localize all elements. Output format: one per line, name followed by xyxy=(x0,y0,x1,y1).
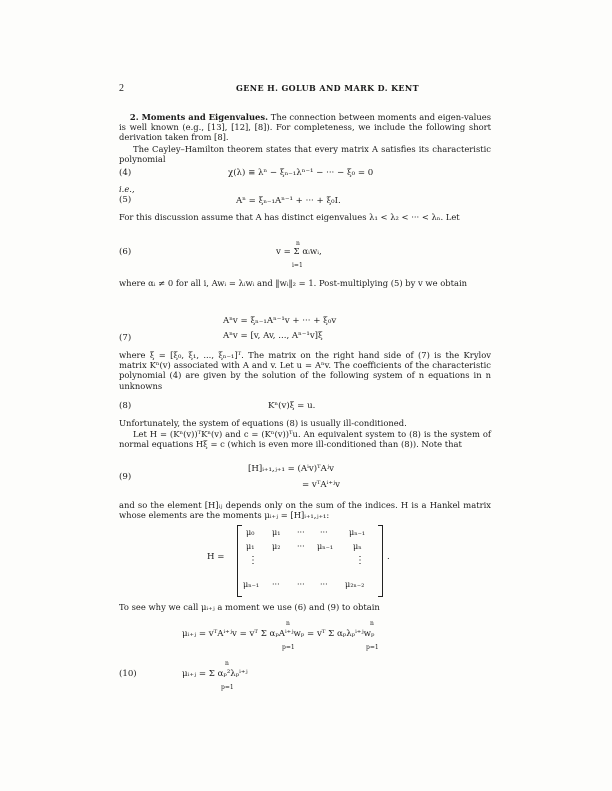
unfortunately-text: Unfortunately, the system of equations (8) is usually ill-conditioned. xyxy=(119,418,407,428)
matrix-period: . xyxy=(387,552,390,562)
cayley-text: The Cayley–Hamilton theorem states that every matrix A satisfies its characteristic polynomial xyxy=(119,144,491,165)
section-intro xyxy=(119,112,491,143)
matrix-cell: ··· xyxy=(272,580,280,589)
eq10-sum1-bottom: p=1 xyxy=(282,644,295,651)
eq10a: μᵢ₊ⱼ = vᵀAⁱ⁺ʲv = vᵀ Σ αₚAⁱ⁺ʲwₚ = vᵀ Σ αₚλₚⁱ⁺ʲwₚ xyxy=(182,629,375,639)
eq6-tag: (6) xyxy=(119,247,132,257)
matrix-cell: ··· xyxy=(297,580,305,589)
matrix-cell: ⋮ xyxy=(248,555,258,566)
matrix-cell: ⋮ xyxy=(355,555,365,566)
eq10-sum2-top: n xyxy=(370,620,374,627)
hankel-text: and so the element [H]ᵢⱼ depends only on the sum of the indices. H is a Hankel matrix whose elements are the moments μᵢ₊ⱼ = [H]ᵢ₊₁,ⱼ₊₁: xyxy=(119,500,491,521)
hankel-lhs: H = xyxy=(207,552,225,562)
intro-text: The connection between moments and eigen-values is well known (e.g., [13], [12], [8]). For completeness, we include the following short derivation taken from [8]. xyxy=(119,112,492,143)
see-why-text: To see why we call μᵢ₊ⱼ a moment we use (6) and (9) to obtain xyxy=(119,602,380,612)
eq6-sum-top: n xyxy=(296,240,300,247)
hankel-matrix xyxy=(237,525,383,597)
eq10b-sum-bottom: p=1 xyxy=(221,684,234,691)
matrix-left-bracket xyxy=(237,525,242,597)
eq10-tag: (10) xyxy=(119,669,137,679)
eq9a: [H]ᵢ₊₁,ⱼ₊₁ = (Aⁱv)ᵀAʲv xyxy=(248,464,334,474)
matrix-cell: μ₂ xyxy=(272,542,281,551)
eq5-tag: (5) xyxy=(119,195,132,205)
matrix-cell: ··· xyxy=(297,528,305,537)
eq6: v = Σ αᵢwᵢ, xyxy=(276,247,322,257)
where1-text: where αᵢ ≠ 0 for all i, Awᵢ = λᵢwᵢ and ‖wᵢ‖₂ = 1. Post-multiplying (5) by v we obtain xyxy=(119,278,468,288)
page-number: 2 xyxy=(119,83,124,94)
matrix-cell: ··· xyxy=(297,542,305,551)
eq4: χ(λ) ≡ λⁿ − ξₙ₋₁λⁿ⁻¹ − ··· − ξ₀ = 0 xyxy=(228,168,374,178)
matrix-cell: μₙ₋₁ xyxy=(349,528,366,537)
matrix-cell: μ₀ xyxy=(246,528,255,537)
eq7a: Aⁿv = ξₙ₋₁Aⁿ⁻¹v + ··· + ξ₀v xyxy=(223,316,337,326)
page-header xyxy=(0,83,612,97)
eq5: Aⁿ = ξₙ₋₁Aⁿ⁻¹ + ··· + ξ₀I. xyxy=(236,196,341,206)
matrix-cell: ··· xyxy=(320,528,328,537)
matrix-cell: ··· xyxy=(320,580,328,589)
eq6-sum-bottom: i=1 xyxy=(292,262,303,269)
section-title: 2. Moments and Eigenvalues. xyxy=(129,112,269,122)
matrix-cell: μₙ₋₁ xyxy=(317,542,334,551)
eq9b: = vᵀAⁱ⁺ʲv xyxy=(302,480,340,490)
let-h-text: Let H = (Kⁿ(v))ᵀKⁿ(v) and c = (Kⁿ(v))ᵀu. An equivalent system to (8) is the system of normal equations Hξ = c (which is even more ill-conditioned than (8)). Note that xyxy=(119,429,491,450)
eq8: Kⁿ(v)ξ = u. xyxy=(268,401,316,411)
assume-text: For this discussion assume that A has distinct eigenvalues λ₁ < λ₂ < ··· < λₙ. Let xyxy=(119,212,460,222)
eq8-tag: (8) xyxy=(119,401,132,411)
where2-text: where ξ = [ξ₀, ξ₁, ..., ξₙ₋₁]ᵀ. The matrix on the right hand side of (7) is the Krylov matrix Kⁿ(v) associated with A and v. Let u = Aⁿv. The coefficients of the characteristic polynomial (4) are given by the solution of the following system of n equations in n unknowns xyxy=(119,350,491,391)
matrix-cell: μ₁ xyxy=(246,542,255,551)
eq10b: μᵢ₊ⱼ = Σ αₚ²λₚⁱ⁺ʲ xyxy=(182,669,248,679)
running-head: GENE H. GOLUB AND MARK D. KENT xyxy=(236,83,419,93)
matrix-cell: μₙ₋₁ xyxy=(243,580,260,589)
ie-text: i.e., xyxy=(119,184,135,194)
eq10-sum1-top: n xyxy=(286,620,290,627)
matrix-cell: μ₁ xyxy=(272,528,281,537)
eq7-tag: (7) xyxy=(119,333,132,343)
matrix-cell: μₙ xyxy=(353,542,362,551)
matrix-right-bracket xyxy=(378,525,383,597)
eq9-tag: (9) xyxy=(119,472,132,482)
eq4-tag: (4) xyxy=(119,168,132,178)
matrix-cell: μ₂ₙ₋₂ xyxy=(345,580,365,589)
eq7b: Aⁿv = [v, Av, ..., Aⁿ⁻¹v]ξ xyxy=(223,331,323,341)
eq10b-sum-top: n xyxy=(225,660,229,667)
eq10-sum2-bottom: p=1 xyxy=(366,644,379,651)
